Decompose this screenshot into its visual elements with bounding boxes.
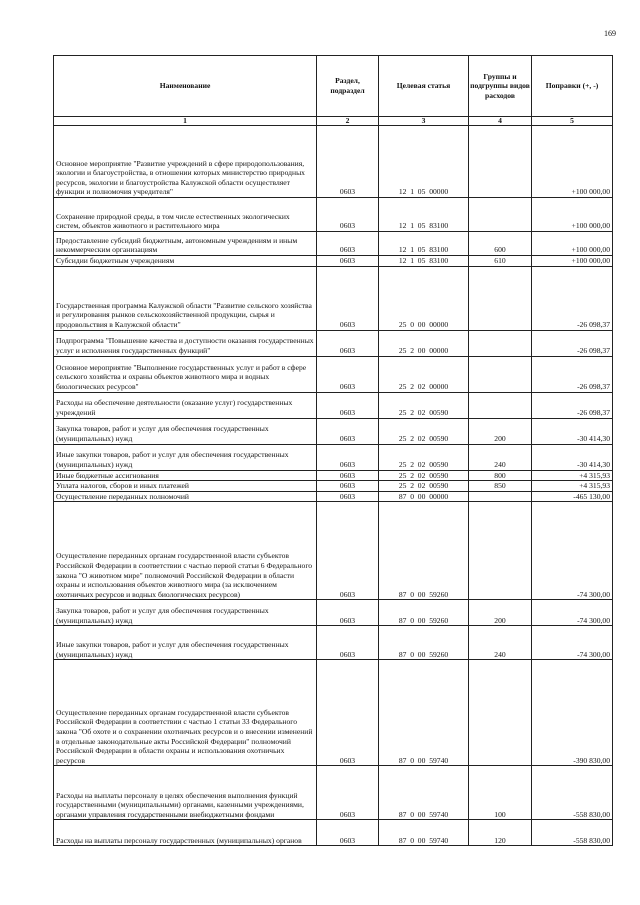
row-amount: -74 300,00 [532, 600, 613, 626]
row-section: 0603 [317, 232, 379, 256]
row-section: 0603 [317, 418, 379, 444]
row-amount: -74 300,00 [532, 626, 613, 660]
row-group [469, 198, 532, 232]
row-target: 25 2 02 00000 [379, 356, 469, 392]
row-name: Расходы на выплаты персоналу в целях обеспечения выполнения функций государственными (муниципальными) органами, казенными учреждениями, органами управления государственными внебюджетными фондами [54, 766, 317, 820]
row-target: 25 2 02 00590 [379, 392, 469, 418]
row-name: Закупка товаров, работ и услуг для обеспечения государственных (муниципальных) нужд [54, 418, 317, 444]
row-target: 25 2 00 00000 [379, 330, 469, 356]
column-number: 4 [469, 117, 532, 126]
row-section: 0603 [317, 491, 379, 502]
page-number: 169 [604, 29, 616, 38]
row-target: 25 2 02 00590 [379, 444, 469, 470]
row-name: Уплата налогов, сборов и иных платежей [54, 481, 317, 492]
row-group [469, 502, 532, 600]
header-section: Раздел, подраздел [317, 56, 379, 117]
table-row [54, 820, 613, 846]
row-target: 12 1 05 00000 [379, 126, 469, 198]
row-target: 87 0 00 59260 [379, 600, 469, 626]
row-target: 87 0 00 59740 [379, 820, 469, 846]
row-name: Сохранение природной среды, в том числе естественных экологических систем, объектов животного и растительного мира [54, 198, 317, 232]
table-row [54, 600, 613, 626]
row-section: 0603 [317, 481, 379, 492]
row-target: 87 0 00 59740 [379, 660, 469, 766]
row-section: 0603 [317, 198, 379, 232]
row-group: 120 [469, 820, 532, 846]
row-name: Осуществление переданных органам государственной власти субъектов Российской Федерации в соответствии с частью 1 статьи 33 Федерального закона "Об охоте и о сохранении охотничьих ресурсов и о внесении изменений в отдельные законодательные акты Российской Федерации" полномочий Российской Федерации в области охраны и использования охотничьих ресурсов [54, 660, 317, 766]
header-target: Целевая статья [379, 56, 469, 117]
row-group: 200 [469, 418, 532, 444]
row-group [469, 392, 532, 418]
row-section: 0603 [317, 502, 379, 600]
row-target: 12 1 05 83100 [379, 198, 469, 232]
row-name: Осуществление переданных органам государственной власти субъектов Российской Федерации в соответствии с частью первой статьи 6 Федерального закона "О животном мире" полномочий Российской Федерации в области охраны и использования объектов животного мира (за исключением охотничьих ресурсов и водных биологических ресурсов) [54, 502, 317, 600]
table-row [54, 126, 613, 198]
column-number: 1 [54, 117, 317, 126]
row-group: 850 [469, 481, 532, 492]
row-target: 87 0 00 59260 [379, 502, 469, 600]
row-name: Расходы на обеспечение деятельности (оказание услуг) государственных учреждений [54, 392, 317, 418]
table-row [54, 502, 613, 600]
row-section: 0603 [317, 626, 379, 660]
row-section: 0603 [317, 330, 379, 356]
table-row [54, 418, 613, 444]
row-amount: -465 130,00 [532, 491, 613, 502]
row-group: 240 [469, 626, 532, 660]
row-amount: -558 830,00 [532, 766, 613, 820]
row-amount: +100 000,00 [532, 126, 613, 198]
row-section: 0603 [317, 766, 379, 820]
row-section: 0603 [317, 600, 379, 626]
table-row [54, 266, 613, 330]
budget-table [53, 55, 613, 846]
row-amount: +100 000,00 [532, 232, 613, 256]
row-name: Подпрограмма "Повышение качества и доступности оказания государственных услуг и исполнения государственных функций" [54, 330, 317, 356]
table-row [54, 491, 613, 502]
table-row [54, 766, 613, 820]
row-target: 25 2 02 00590 [379, 470, 469, 481]
row-name: Иные закупки товаров, работ и услуг для обеспечения государственных (муниципальных) нужд [54, 444, 317, 470]
table-row [54, 392, 613, 418]
table-row [54, 356, 613, 392]
row-name: Предоставление субсидий бюджетным, автономным учреждениям и иным некоммерческим организациям [54, 232, 317, 256]
row-name: Субсидии бюджетным учреждениям [54, 256, 317, 267]
table-row [54, 444, 613, 470]
table-row [54, 330, 613, 356]
table-row [54, 481, 613, 492]
header-amendments: Поправки (+, -) [532, 56, 613, 117]
row-name: Осуществление переданных полномочий [54, 491, 317, 502]
header-row [54, 56, 613, 117]
row-target: 87 0 00 59260 [379, 626, 469, 660]
row-name: Основное мероприятие "Развитие учреждений в сфере природопользования, экологии и благоустройства, в отношении которых министерство природных ресурсов, экологии и благоустройства Калужской области осуществляет функции и полномочия учредителя" [54, 126, 317, 198]
row-amount: +4 315,93 [532, 481, 613, 492]
row-group: 200 [469, 600, 532, 626]
row-section: 0603 [317, 444, 379, 470]
row-amount: -26 098,37 [532, 356, 613, 392]
row-target: 87 0 00 59740 [379, 766, 469, 820]
row-amount: -30 414,30 [532, 444, 613, 470]
row-target: 12 1 05 83100 [379, 256, 469, 267]
row-group [469, 126, 532, 198]
row-group: 800 [469, 470, 532, 481]
row-name: Закупка товаров, работ и услуг для обеспечения государственных (муниципальных) нужд [54, 600, 317, 626]
row-amount: +100 000,00 [532, 198, 613, 232]
column-number-row [54, 117, 613, 126]
row-group: 240 [469, 444, 532, 470]
row-amount: -558 830,00 [532, 820, 613, 846]
table-row [54, 198, 613, 232]
row-group [469, 356, 532, 392]
column-number: 5 [532, 117, 613, 126]
row-name: Основное мероприятие "Выполнение государственных услуг и работ в сфере сельского хозяйства и охраны объектов животного мира и водных биологических ресурсов" [54, 356, 317, 392]
row-amount: -30 414,30 [532, 418, 613, 444]
column-number: 3 [379, 117, 469, 126]
row-target: 25 2 02 00590 [379, 481, 469, 492]
row-section: 0603 [317, 660, 379, 766]
row-amount: +100 000,00 [532, 256, 613, 267]
row-group [469, 266, 532, 330]
row-section: 0603 [317, 356, 379, 392]
row-section: 0603 [317, 392, 379, 418]
row-section: 0603 [317, 470, 379, 481]
row-target: 12 1 05 83100 [379, 232, 469, 256]
row-group: 610 [469, 256, 532, 267]
row-group [469, 491, 532, 502]
row-amount: -26 098,37 [532, 330, 613, 356]
row-section: 0603 [317, 820, 379, 846]
row-name: Государственная программа Калужской области "Развитие сельского хозяйства и регулирования рынков сельскохозяйственной продукции, сырья и продовольствия в Калужской области" [54, 266, 317, 330]
row-target: 25 2 02 00590 [379, 418, 469, 444]
row-name: Иные закупки товаров, работ и услуг для обеспечения государственных (муниципальных) нужд [54, 626, 317, 660]
table-row [54, 626, 613, 660]
table-row [54, 660, 613, 766]
row-group [469, 330, 532, 356]
table-row [54, 256, 613, 267]
row-target: 87 0 00 00000 [379, 491, 469, 502]
row-group: 600 [469, 232, 532, 256]
row-amount: +4 315,93 [532, 470, 613, 481]
row-amount: -390 830,00 [532, 660, 613, 766]
row-group [469, 660, 532, 766]
row-amount: -26 098,37 [532, 266, 613, 330]
column-number: 2 [317, 117, 379, 126]
row-section: 0603 [317, 126, 379, 198]
row-section: 0603 [317, 256, 379, 267]
row-amount: -26 098,37 [532, 392, 613, 418]
row-name: Расходы на выплаты персоналу государственных (муниципальных) органов [54, 820, 317, 846]
row-target: 25 0 00 00000 [379, 266, 469, 330]
row-amount: -74 300,00 [532, 502, 613, 600]
row-section: 0603 [317, 266, 379, 330]
table-row [54, 232, 613, 256]
header-groups: Группы и подгруппы видов расходов [469, 56, 532, 117]
table-row [54, 470, 613, 481]
row-name: Иные бюджетные ассигнования [54, 470, 317, 481]
header-name: Наименование [54, 56, 317, 117]
row-group: 100 [469, 766, 532, 820]
